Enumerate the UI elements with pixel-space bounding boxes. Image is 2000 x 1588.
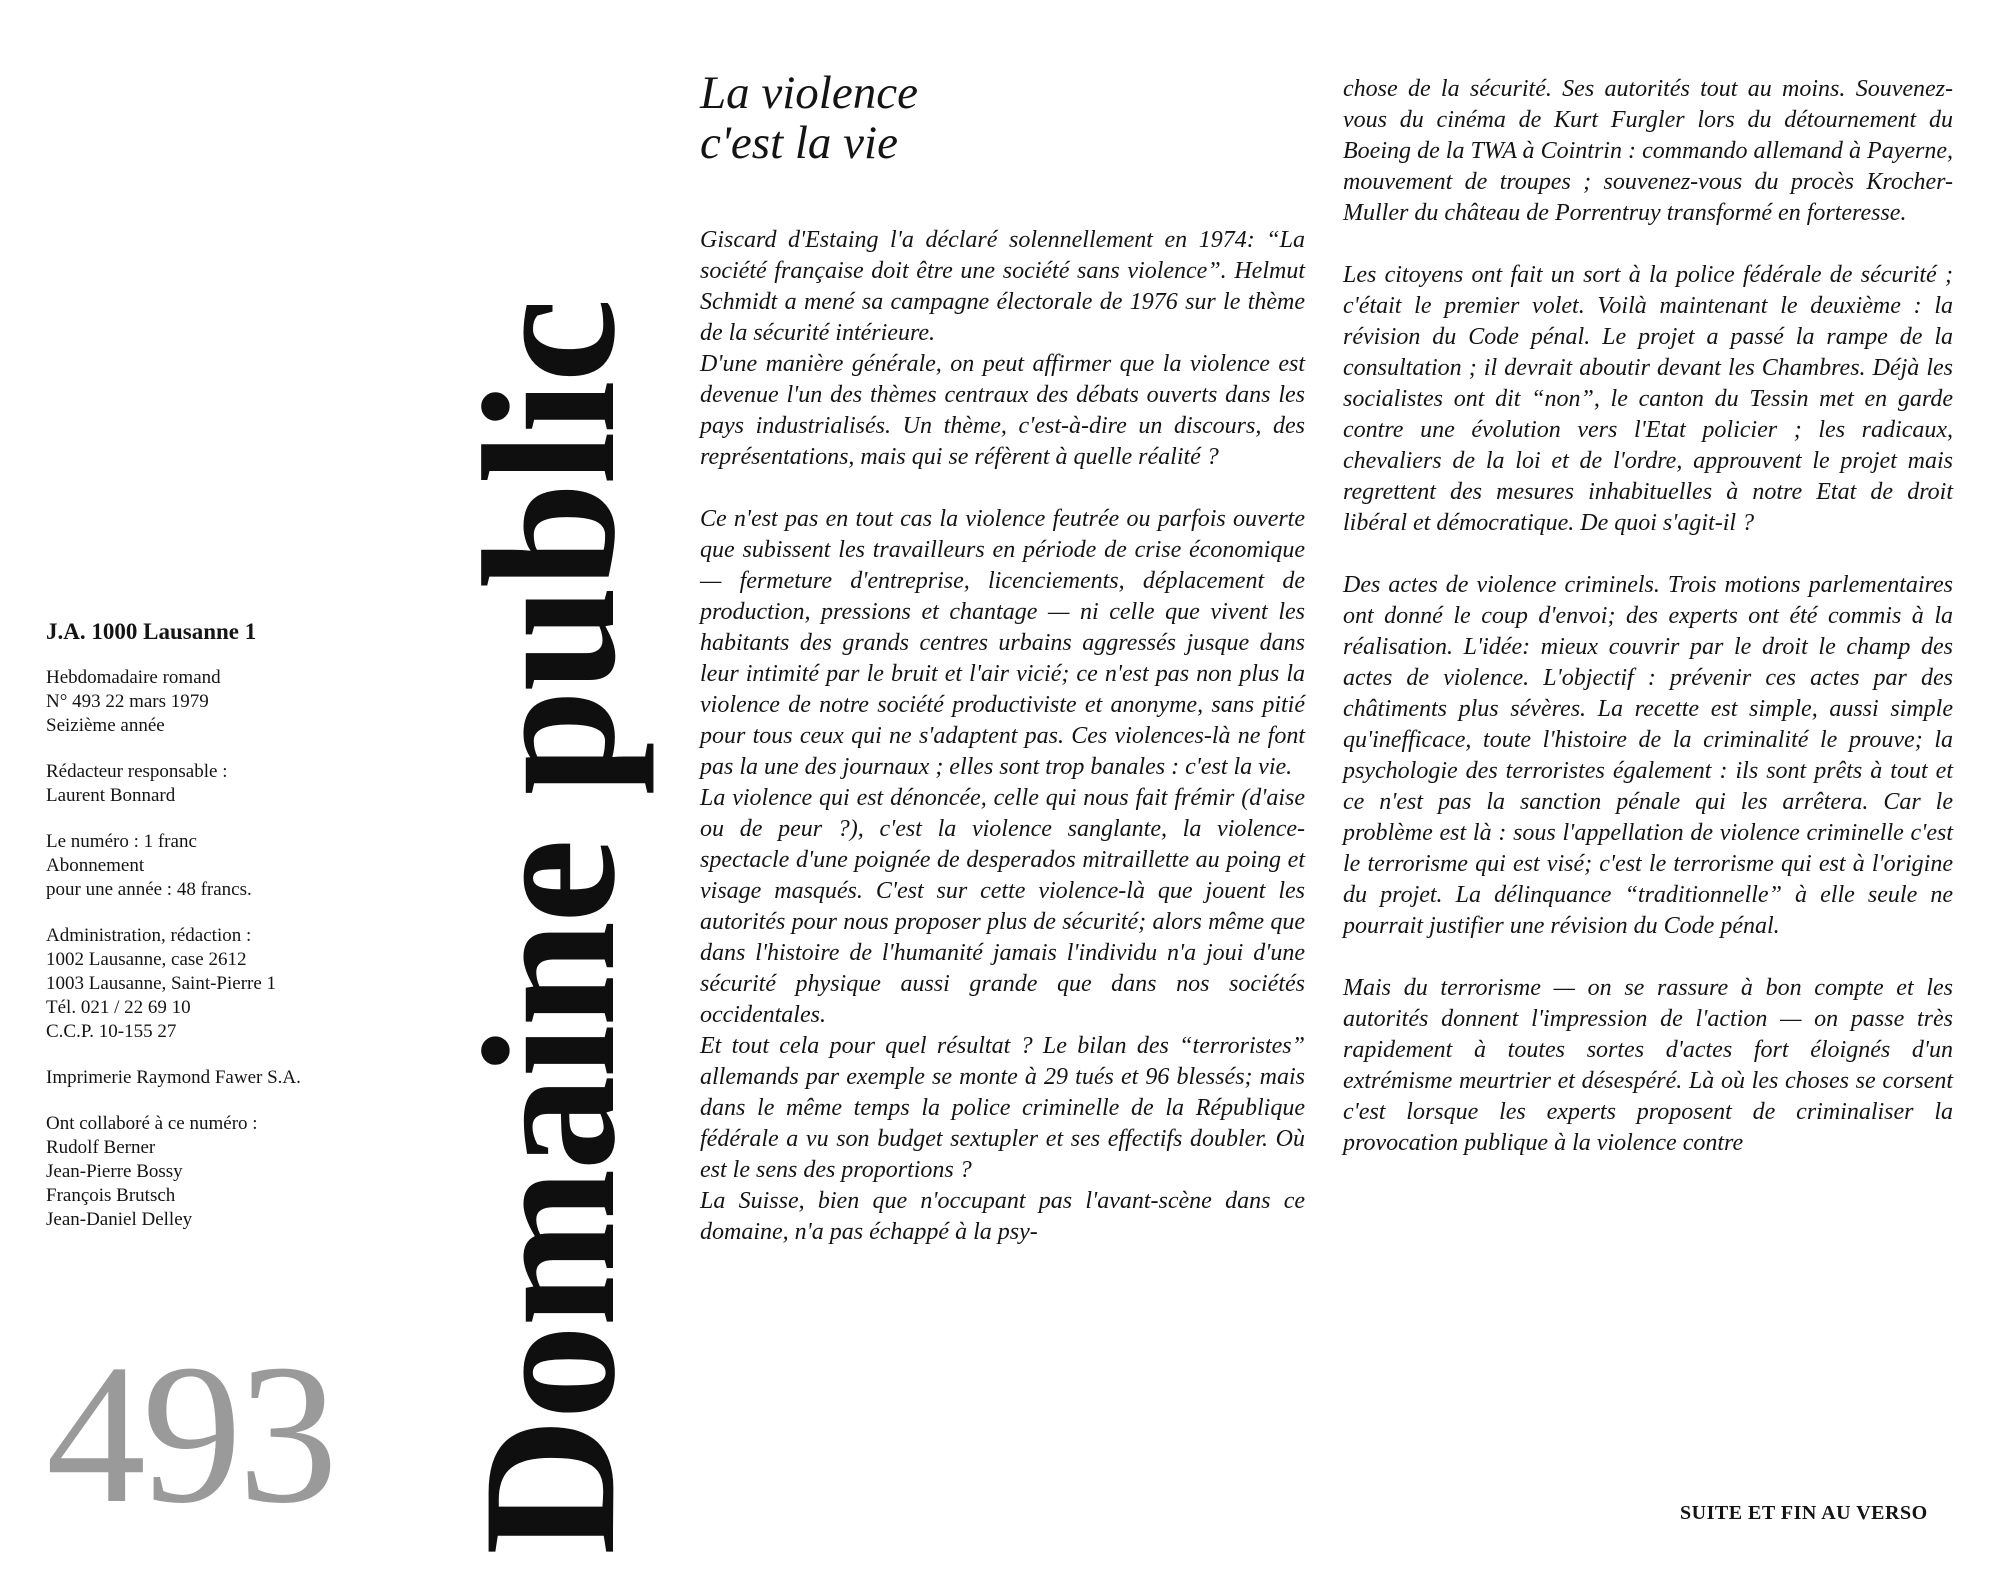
subscription-price: pour une année : 48 francs.	[46, 879, 252, 900]
pricing-info	[46, 830, 406, 902]
article-title	[700, 68, 1260, 168]
editor-info	[46, 760, 406, 808]
admin-address-1: 1002 Lausanne, case 2612	[46, 949, 247, 970]
paragraph: Les citoyens ont fait un sort à la police fédérale de sécurité ; c'était le premier volet. Voilà maintenant le deuxième : la révision du Code pénal. Le projet a passé la rampe de la consultation ; il devrait aboutir devant les Chambres. Déjà les socialistes ont dit “non”, le canton du Tessin met en garde contre une évolution vers l'Etat policier ; les radicaux, chevaliers de la loi et de l'ordre, approuvent le projet mais regrettent des mesures inhabituelles à notre Etat de droit libéral et démocratique. De quoi s'agit-il ?	[1343, 262, 1953, 536]
paragraph: D'une manière générale, on peut affirmer que la violence est devenue l'un des thèmes centraux des débats ouverts dans les pays industrialisés. Un thème, c'est-à-dire un discours, des représentations, mais qui se réfèrent à quelle réalité ?	[700, 351, 1305, 470]
paragraph: Ce n'est pas en tout cas la violence feutrée ou parfois ouverte que subissent les travailleurs en période de crise économique — fermeture d'entreprise, licenciements, déplacement de production, pressions et chantage — ni celle que vivent les habitants des grands centres urbains aggressés jusque dans leur intimité par le bruit et l'air vicié; ce n'est pas non plus la violence de notre société productiviste et anonyme, sans pitié pour tous ceux qui ne s'adaptent pas. Ces violences-là ne font pas la une des journaux ; elles sont trop banales : c'est la vie.	[700, 506, 1305, 780]
subscription-label: Abonnement	[46, 855, 145, 876]
admin-label: Administration, rédaction :	[46, 925, 252, 946]
paragraph: Et tout cela pour quel résultat ? Le bilan des “terroristes” allemands par exemple se monte à 29 tués et 96 blessés; mais dans le même temps la police criminelle de la République fédérale a vu son budget sextupler et ses effectifs doubler. Où est le sens des proportions ?	[700, 1033, 1305, 1183]
paragraph: Des actes de violence criminels. Trois motions parlementaires ont donné le coup d'envoi; des experts ont été commis à la réalisation. L'idée: mieux couvrir par le droit le champ des actes de violence. L'objectif : prévenir ces actes par des châtiments plus sévères. La recette est simple, aussi simple qu'inefficace, toute l'histoire de la criminalité le prouve; la psychologie des terroristes également : ils sont prêts à tout et ce n'est pas la sanction pénale qui les arrêtera. Car le problème est là : sous l'appellation de violence criminelle c'est le terrorisme qui est visé; c'est le terrorisme qui est à l'origine du projet. La délinquance “traditionnelle” à elle seule ne pourrait justifier une révision du Code pénal.	[1343, 572, 1953, 939]
admin-address-2: 1003 Lausanne, Saint-Pierre 1	[46, 973, 277, 994]
admin-phone: Tél. 021 / 22 69 10	[46, 997, 191, 1018]
contributor-name: Rudolf Berner	[46, 1137, 156, 1158]
paragraph: Mais du terrorisme — on se rassure à bon compte et les autorités donnent l'impression de l'action — on passe très rapidement à toutes sortes d'actes fort éloignés d'un extrémisme meurtrier et désespéré. Là où les choses se corsent c'est lorsque les experts proposent de criminaliser la provocation publique à la violence contre	[1343, 975, 1953, 1156]
publication-year: Seizième année	[46, 715, 165, 736]
single-price: Le numéro : 1 franc	[46, 831, 197, 852]
contributor-name: Jean-Daniel Delley	[46, 1209, 193, 1230]
article-title-line-1: La violence	[700, 67, 918, 119]
editor-label: Rédacteur responsable :	[46, 761, 228, 782]
publication-info	[46, 620, 406, 1254]
continued-notice: SUITE ET FIN AU VERSO	[1680, 1502, 1928, 1524]
paragraph: La Suisse, bien que n'occupant pas l'avant-scène dans ce domaine, n'a pas échappé à la psy-	[700, 1188, 1305, 1245]
printer-name: Imprimerie Raymond Fawer S.A.	[46, 1067, 301, 1088]
contributor-name: Jean-Pierre Bossy	[46, 1161, 183, 1182]
contributor-name: François Brutsch	[46, 1185, 176, 1206]
publication-type: Hebdomadaire romand	[46, 667, 221, 688]
paragraph: Giscard d'Estaing l'a déclaré solennellement en 1974: “La société française doit être une société sans violence”. Helmut Schmidt a mené sa campagne électorale de 1976 sur le thème de la sécurité intérieure.	[700, 227, 1305, 346]
contributors-info	[46, 1112, 406, 1232]
postal-destination: J.A. 1000 Lausanne 1	[46, 619, 257, 644]
admin-info	[46, 924, 406, 1044]
admin-ccp: C.C.P. 10-155 27	[46, 1021, 177, 1042]
article-column-1	[700, 225, 1305, 1248]
publication-details	[46, 666, 406, 738]
issue-number: 493	[46, 1324, 334, 1545]
printer-info	[46, 1066, 406, 1090]
issue-date: N° 493 22 mars 1979	[46, 691, 209, 712]
paragraph: chose de la sécurité. Ses autorités tout au moins. Souvenez-vous du cinéma de Kurt Furgler lors du détournement du Boeing de la TWA à Cointrin : commando allemand à Payerne, mouvement de troupes ; souvenez-vous du procès Krocher-Muller du château de Porrentruy transformé en forteresse.	[1343, 76, 1953, 226]
article-column-2	[1343, 74, 1953, 1159]
contributors-label: Ont collaboré à ce numéro :	[46, 1113, 258, 1134]
editor-name: Laurent Bonnard	[46, 785, 176, 806]
masthead-title: Domaine public	[445, 300, 655, 1555]
paragraph: La violence qui est dénoncée, celle qui nous fait frémir (d'aise ou de peur ?), c'est la violence sanglante, la violence-spectacle d'une poignée de desperados mitraillette au poing et visage masqués. C'est sur cette violence-là que jouent les autorités pour nous proposer plus de sécurité; alors même que dans l'histoire de l'humanité jamais l'individu n'a joui d'une sécurité physique aussi grande que dans nos sociétés occidentales.	[700, 785, 1305, 1028]
article-title-line-2: c'est la vie	[700, 117, 898, 169]
